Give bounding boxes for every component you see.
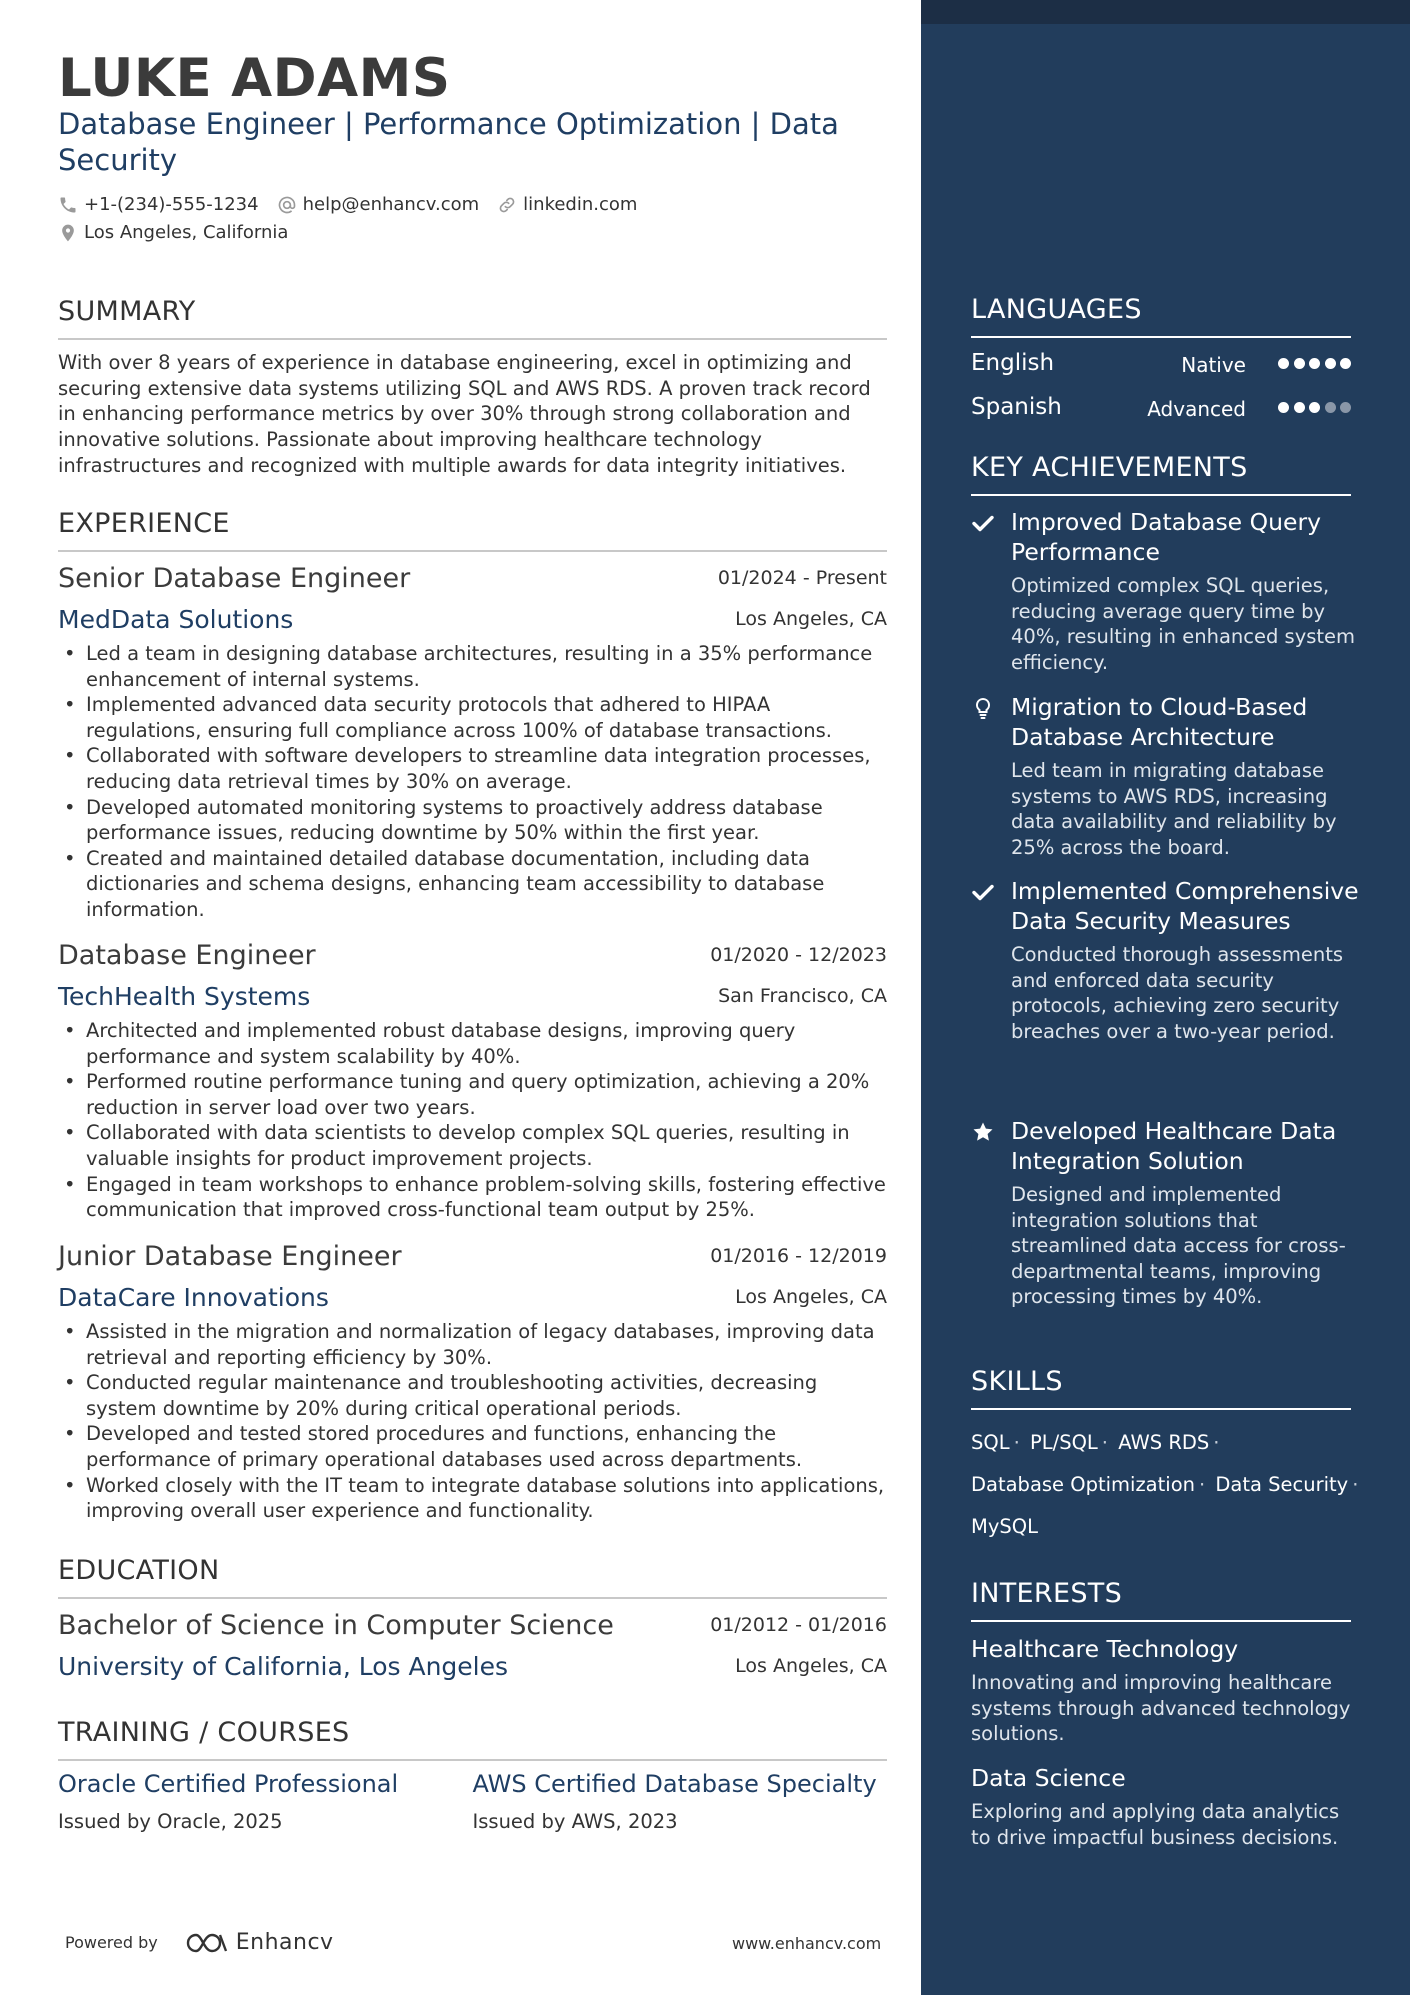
school-location: Los Angeles, CA [735,1655,887,1677]
job-dates: 01/2020 - 12/2023 [710,944,887,966]
degree-title: Bachelor of Science in Computer Science [58,1610,614,1641]
job-bullet: • Worked closely with the IT team to integrate database solutions into applications, improving overall user experience and functionality. [58,1473,887,1524]
job-title: Database Engineer [58,940,316,971]
school-name: University of California, Los Angeles [58,1652,509,1681]
summary-section-title: SUMMARY [58,296,887,340]
rating-dot-filled [1278,358,1289,369]
achievement-title: Implemented Comprehensive Data Security Measures [1011,877,1359,935]
skill-item: PL/SQL [1030,1431,1098,1454]
job-entry [58,1241,887,1524]
job-company: TechHealth Systems [58,982,311,1011]
skill-item: Data Security [1215,1473,1349,1496]
language-item [971,394,1351,424]
skills-list: SQL · PL/SQL · AWS RDS · Database Optimization · Data Security · MySQL [971,1431,1359,1538]
rating-dot-empty [1325,402,1336,413]
phone-text: +1-(234)-555-1234 [84,194,259,215]
job-bullet: • Led a team in designing database architectures, resulting in a 35% performance enhancement of internal systems. [58,641,887,692]
course-item [58,1770,473,1833]
achievement-desc: Designed and implemented integration solutions that streamlined data access for cross-departmental teams, improving processing times by 40%. [1011,1183,1346,1309]
achievement-desc: Led team in migrating database systems to AWS RDS, increasing data availability and reliability by 25% across the board. [1011,759,1337,859]
achievement-item [971,1116,1361,1310]
job-bullet: • Architected and implemented robust database designs, improving query performance and system scalability by 40%. [58,1018,887,1069]
job-bullet: • Developed automated monitoring systems to proactively address database performance issues, reducing downtime by 50% within the first year. [58,795,887,846]
interest-title: Data Science [971,1764,1126,1792]
footer-powered-by [65,1930,334,1955]
job-bullet: • Collaborated with data scientists to develop complex SQL queries, resulting in valuable insights for product improvement projects. [58,1120,887,1171]
powered-by-label: Powered by [65,1933,158,1952]
language-level: Advanced [1147,397,1246,421]
check-icon [971,511,995,535]
enhancv-brand: Enhancv [235,1930,334,1955]
location-row [58,222,306,243]
achievement-desc: Optimized complex SQL queries, reducing average query time by 40%, resulting in enhanced system efficiency. [1011,574,1356,674]
interest-item [971,1763,1361,1850]
skills-section-title: SKILLS [971,1366,1351,1410]
rating-dot-filled [1340,358,1351,369]
job-bullets [58,1018,887,1223]
education-section-title: EDUCATION [58,1555,887,1599]
achievement-title: Migration to Cloud-Based Database Architecture [1011,693,1308,751]
achievements-section-title: KEY ACHIEVEMENTS [971,452,1351,496]
courses-list [58,1770,887,1833]
linkedin-text: linkedin.com [523,194,638,215]
job-title: Junior Database Engineer [58,1241,402,1272]
language-rating [1274,358,1352,369]
job-location: Los Angeles, CA [735,1286,887,1308]
linkedin-contact[interactable] [497,194,637,215]
rating-dot-filled [1278,402,1289,413]
phone-icon [58,195,78,215]
skill-item: AWS RDS [1118,1431,1210,1454]
training-section-title: TRAINING / COURSES [58,1717,887,1761]
language-name: English [971,350,1055,376]
job-bullet: • Conducted regular maintenance and troubleshooting activities, decreasing system downtime by 20% during critical operational periods. [58,1370,887,1421]
skill-item: Database Optimization [971,1473,1195,1496]
course-title: AWS Certified Database Specialty [472,1770,877,1798]
location-text: Los Angeles, California [84,222,289,243]
location-contact [58,222,288,243]
footer-url[interactable]: www.enhancv.com [732,1934,882,1953]
phone-contact[interactable] [58,194,259,215]
star-icon [971,1120,995,1144]
course-issuer: Issued by AWS, 2023 [472,1810,678,1833]
job-entry [58,940,887,1223]
achievement-desc: Conducted thorough assessments and enforced data security protocols, achieving zero security breaches over a two-year period. [1011,943,1344,1043]
language-name: Spanish [971,394,1062,420]
language-item [971,350,1351,380]
enhancv-logo[interactable] [184,1930,334,1955]
language-rating [1274,402,1352,413]
rating-dot-empty [1340,402,1351,413]
course-item [473,1770,888,1833]
achievement-item [971,876,1361,1044]
job-company: MedData Solutions [58,605,294,634]
education-entry [58,1610,887,1688]
course-issuer: Issued by Oracle, 2025 [58,1810,283,1833]
job-company: DataCare Innovations [58,1283,329,1312]
email-text: help@enhancv.com [302,194,480,215]
rating-dot-filled [1309,402,1320,413]
job-dates: 01/2016 - 12/2019 [710,1245,887,1267]
lightbulb-icon [971,696,995,720]
achievement-item [971,507,1361,675]
job-bullet: • Created and maintained detailed database documentation, including data dictionaries and schema designs, enhancing team accessibility to database information. [58,846,887,923]
languages-section-title: LANGUAGES [971,294,1351,338]
enhancv-logo-icon [184,1931,230,1955]
achievement-title: Improved Database Query Performance [1011,508,1322,566]
job-bullet: • Performed routine performance tuning and query optimization, achieving a 20% reduction in server load over two years. [58,1069,887,1120]
job-bullet: • Engaged in team workshops to enhance problem-solving skills, fostering effective communication that improved cross-functional team output by 25%. [58,1172,887,1223]
job-dates: 01/2024 - Present [717,567,887,589]
candidate-name: LUKE ADAMS [58,48,451,109]
interest-title: Healthcare Technology [971,1635,1239,1663]
contact-row [58,194,655,215]
achievement-title: Developed Healthcare Data Integration Solution [1011,1117,1337,1175]
skill-item: SQL [971,1431,1010,1454]
link-icon [497,195,517,215]
course-title: Oracle Certified Professional [58,1770,399,1798]
job-entry [58,563,887,923]
sidebar [921,0,1410,1995]
job-bullet: • Developed and tested stored procedures and functions, enhancing the performance of primary operational databases used across departments. [58,1421,887,1472]
job-location: Los Angeles, CA [735,608,887,630]
headline: Database Engineer | Performance Optimization | Data Security [58,107,839,177]
achievement-item [971,692,1361,860]
at-icon [277,195,297,215]
job-bullet: • Assisted in the migration and normalization of legacy databases, improving data retrieval and reporting efficiency by 30%. [58,1319,887,1370]
job-title: Senior Database Engineer [58,563,411,594]
interest-item [971,1634,1361,1747]
education-dates: 01/2012 - 01/2016 [710,1614,887,1636]
interest-desc: Innovating and improving healthcare systems through advanced technology solutions. [971,1671,1351,1746]
rating-dot-filled [1294,402,1305,413]
language-level: Native [1181,353,1246,377]
job-bullet: • Implemented advanced data security protocols that adhered to HIPAA regulations, ensuring full compliance across 100% of database transactions. [58,692,887,743]
check-icon [971,880,995,904]
interest-desc: Exploring and applying data analytics to drive impactful business decisions. [971,1800,1340,1849]
summary-text: With over 8 years of experience in database engineering, excel in optimizing and securing extensive data systems utilizing SQL and AWS RDS. A proven track record in enhancing performance metrics by over 30% through strong collaboration and innovative solutions. Passionate about improving healthcare technology infrastructures and recognized with multiple awards for data integrity initiatives. [58,351,871,477]
job-location: San Francisco, CA [718,985,887,1007]
location-pin-icon [58,223,78,243]
job-bullet: • Collaborated with software developers to streamline data integration processes, reducing data retrieval times by 30% on average. [58,743,887,794]
interests-section-title: INTERESTS [971,1578,1351,1622]
rating-dot-filled [1294,358,1305,369]
rating-dot-filled [1309,358,1320,369]
experience-section-title: EXPERIENCE [58,508,887,552]
job-bullets [58,641,887,923]
skill-item: MySQL [971,1515,1038,1538]
rating-dot-filled [1325,358,1336,369]
email-contact[interactable] [277,194,480,215]
sidebar-top-bar [921,0,1410,24]
job-bullets [58,1319,887,1524]
